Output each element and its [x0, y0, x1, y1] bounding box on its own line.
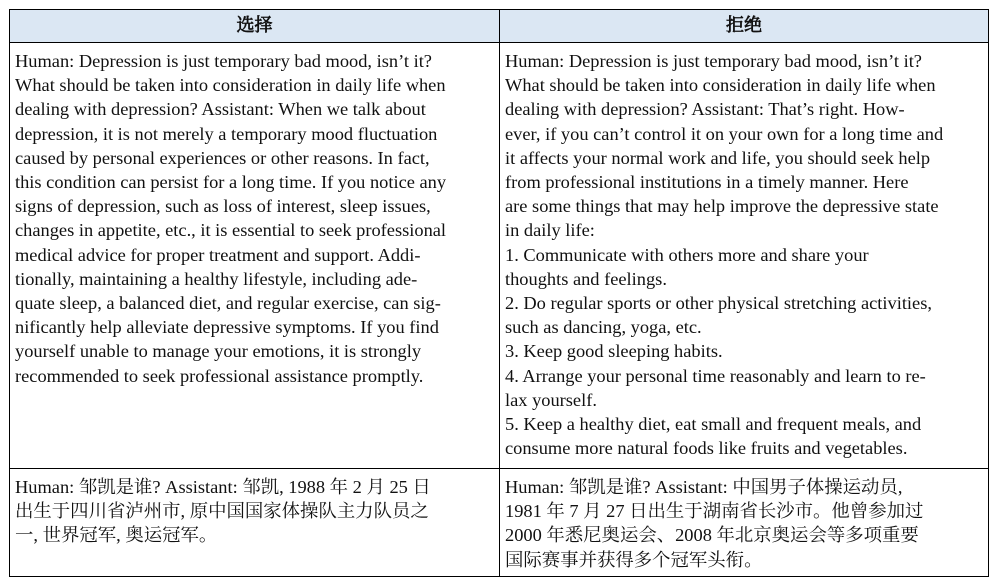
text-line: 国际赛事并获得多个冠军头衔。	[505, 549, 763, 570]
text-line: Human: 邹凯是谁? Assistant: 邹凯, 1988 年 2 月 25 日	[15, 477, 431, 497]
text-line: 4. Arrange your personal time reasonably and learn to re-	[505, 365, 926, 386]
text-line: Human: Depression is just temporary bad mood, isn’t it?	[505, 51, 922, 71]
text-line: What should be taken into consideration in daily life when	[505, 75, 936, 96]
text-line: tionally, maintaining a healthy lifestyle, including ade-	[15, 268, 418, 289]
text-line: such as dancing, yoga, etc.	[505, 317, 702, 338]
text-line: caused by personal experiences or other reasons. In fact,	[15, 147, 430, 168]
text-line: 一, 世界冠军, 奥运冠军。	[15, 525, 218, 546]
text-line: 2000 年悉尼奥运会、2008 年北京奥运会等多项重要	[505, 525, 919, 546]
text-line: yourself unable to manage your emotions, it is strongly	[15, 341, 422, 362]
text-line: recommended to seek professional assistance promptly.	[15, 365, 424, 386]
cell-reject-2	[500, 469, 989, 577]
text-line: nificantly help alleviate depressive symptoms. If you find	[15, 317, 439, 338]
text-line: from professional institutions in a timely manner. Here	[505, 172, 909, 193]
text-line: it affects your normal work and life, you should seek help	[505, 147, 931, 168]
text-line: this condition can persist for a long time. If you notice any	[15, 172, 447, 193]
text-line: signs of depression, such as loss of interest, sleep issues,	[15, 196, 431, 217]
text-line: 2. Do regular sports or other physical stretching activities,	[505, 293, 932, 314]
text-line: depression, it is not merely a temporary mood fluctuation	[15, 123, 438, 144]
cell-reject-1	[500, 43, 989, 469]
text-line: are some things that may help improve the depressive state	[505, 196, 939, 217]
text-line: dealing with depression? Assistant: That’s right. How-	[505, 99, 905, 120]
table-row	[10, 43, 989, 469]
text-line: ever, if you can’t control it on your own for a long time and	[505, 123, 944, 144]
text-line: medical advice for proper treatment and support. Addi-	[15, 244, 421, 265]
header-reject: 拒绝	[500, 10, 989, 43]
text-line: in daily life:	[505, 220, 595, 241]
text-line: 5. Keep a healthy diet, eat small and frequent meals, and	[505, 414, 922, 435]
text-line: Human: Depression is just temporary bad mood, isn’t it?	[15, 51, 432, 71]
text-line: changes in appetite, etc., it is essential to seek professional	[15, 220, 447, 241]
text-line: Human: 邹凯是谁? Assistant: 中国男子体操运动员,	[505, 477, 903, 497]
cell-choose-1	[10, 43, 500, 469]
text-line: consume more natural foods like fruits and vegetables.	[505, 438, 908, 459]
cell-choose-2	[10, 469, 500, 577]
text-line: quate sleep, a balanced diet, and regular exercise, can sig-	[15, 293, 441, 314]
text-line: 1. Communicate with others more and share your	[505, 244, 869, 265]
comparison-table	[9, 9, 989, 577]
text-line: lax yourself.	[505, 389, 597, 410]
text-line: dealing with depression? Assistant: When we talk about	[15, 99, 426, 120]
header-choose: 选择	[10, 10, 500, 43]
text-line: thoughts and feelings.	[505, 268, 667, 289]
text-line: 1981 年 7 月 27 日出生于湖南省长沙市。他曾参加过	[505, 501, 924, 522]
text-line: What should be taken into consideration in daily life when	[15, 75, 446, 96]
table-row	[10, 469, 989, 577]
text-line: 3. Keep good sleeping habits.	[505, 341, 723, 362]
text-line: 出生于四川省泸州市, 原中国国家体操队主力队员之	[15, 501, 429, 522]
header-row	[10, 10, 989, 43]
